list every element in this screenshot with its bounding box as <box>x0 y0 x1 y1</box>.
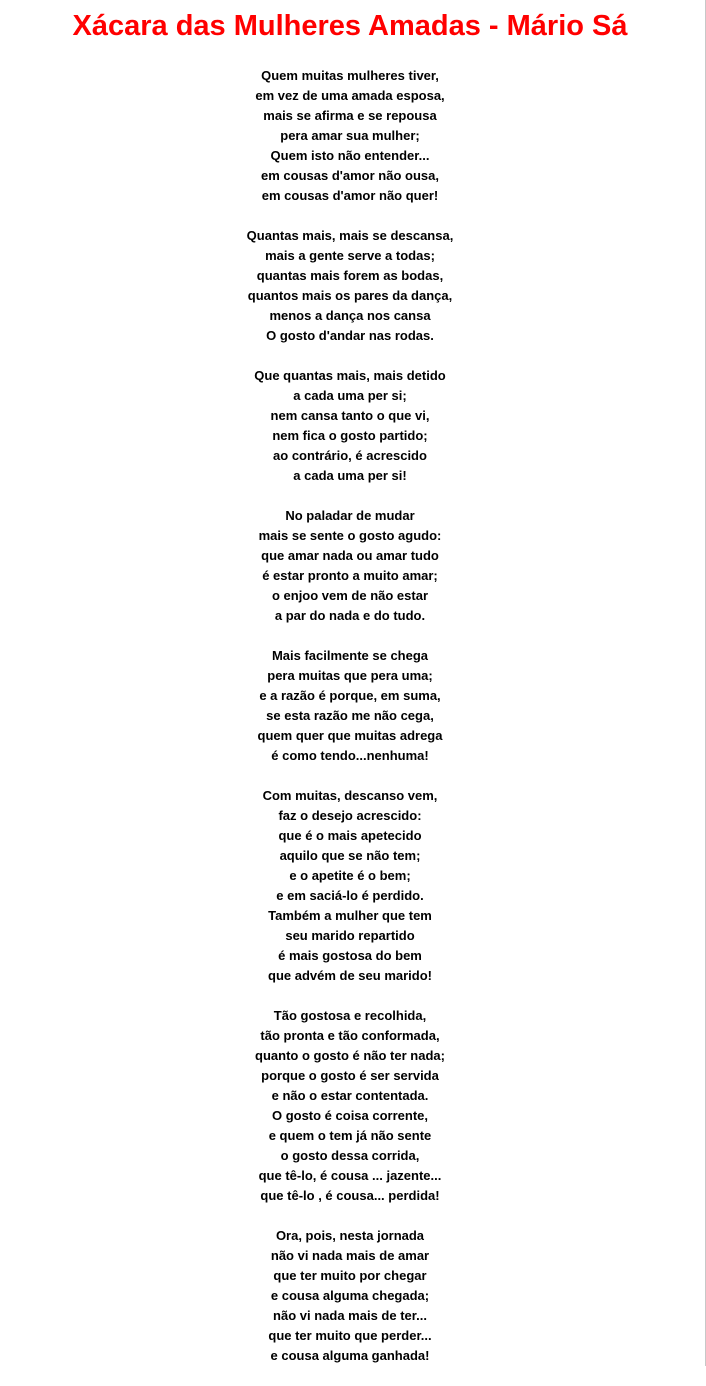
poem-body <box>0 66 700 1386</box>
poem-line: Tão gostosa e recolhida, <box>273 1008 427 1023</box>
poem-line: pera amar sua mulher; <box>280 128 420 143</box>
poem-line: faz o desejo acrescido: <box>278 808 422 823</box>
poem-line: quantas mais forem as bodas, <box>256 268 444 283</box>
poem-title: Xácara das Mulheres Amadas - Mário Sá <box>72 10 628 42</box>
poem-line: quantos mais os pares da dança, <box>247 288 453 303</box>
poem-line: Quem muitas mulheres tiver, <box>261 68 439 83</box>
stanza <box>0 786 700 986</box>
poem-line: e o apetite é o bem; <box>289 868 411 883</box>
poem-line: e a razão é porque, em suma, <box>259 688 441 703</box>
poem-line: que tê-lo, é cousa ... jazente... <box>258 1168 442 1183</box>
poem-line: e não o estar contentada. <box>271 1088 429 1103</box>
poem-line: é mais gostosa do bem <box>278 948 422 963</box>
poem-line: e quem o tem já não sente <box>268 1128 432 1143</box>
poem-line: tão pronta e tão conformada, <box>260 1028 440 1043</box>
poem-line: se esta razão me não cega, <box>266 708 434 723</box>
poem-line: que ter muito que perder... <box>268 1328 432 1343</box>
poem-line: não vi nada mais de amar <box>270 1248 430 1263</box>
poem-line: Quantas mais, mais se descansa, <box>246 228 454 243</box>
poem-line: No paladar de mudar <box>285 508 415 523</box>
poem-line: é estar pronto a muito amar; <box>262 568 438 583</box>
poem-line: e cousa alguma chegada; <box>270 1288 430 1303</box>
poem-line: que advém de seu marido! <box>268 968 432 983</box>
poem-line: a par do nada e do tudo. <box>274 608 426 623</box>
poem-line: que é o mais apetecido <box>278 828 422 843</box>
poem-line: menos a dança nos cansa <box>269 308 431 323</box>
poem-line: Que quantas mais, mais detido <box>254 368 446 383</box>
poem-line: a cada uma per si! <box>293 468 407 483</box>
poem-line: é como tendo...nenhuma! <box>271 748 429 763</box>
poem-line: O gosto d'andar nas rodas. <box>266 328 434 343</box>
stanza <box>0 66 700 206</box>
poem-line: que ter muito por chegar <box>273 1268 427 1283</box>
stanza <box>0 226 700 346</box>
poem-line: Também a mulher que tem <box>268 908 432 923</box>
poem-line: pera muitas que pera uma; <box>267 668 433 683</box>
poem-line: em vez de uma amada esposa, <box>255 88 445 103</box>
poem-line: Com muitas, descanso vem, <box>262 788 438 803</box>
poem-line: quem quer que muitas adrega <box>257 728 443 743</box>
poem-line: e em saciá-lo é perdido. <box>276 888 424 903</box>
poem-line: mais se afirma e se repousa <box>263 108 437 123</box>
poem-line: O gosto é coisa corrente, <box>271 1108 429 1123</box>
poem-line: nem fica o gosto partido; <box>272 428 428 443</box>
poem-line: que tê-lo , é cousa... perdida! <box>260 1188 440 1203</box>
poem-line: porque o gosto é ser servida <box>261 1068 439 1083</box>
poem-line: Ora, pois, nesta jornada <box>275 1228 425 1243</box>
poem-line: Mais facilmente se chega <box>271 648 429 663</box>
stanza <box>0 646 700 766</box>
poem-line: mais se sente o gosto agudo: <box>258 528 442 543</box>
poem-line: em cousas d'amor não quer! <box>261 188 439 203</box>
poem-line: e cousa alguma ganhada! <box>270 1348 430 1363</box>
poem-line: quanto o gosto é não ter nada; <box>255 1048 445 1063</box>
stanza <box>0 1006 700 1206</box>
poem-line: mais a gente serve a todas; <box>265 248 435 263</box>
poem-line: não vi nada mais de ter... <box>273 1308 427 1323</box>
stanza <box>0 1226 700 1366</box>
poem-line: em cousas d'amor não ousa, <box>261 168 439 183</box>
poem-line: aquilo que se não tem; <box>279 848 421 863</box>
poem-line: a cada uma per si; <box>293 388 407 403</box>
poem-line: ao contrário, é acrescido <box>273 448 427 463</box>
poem-line: o gosto dessa corrida, <box>280 1148 420 1163</box>
stanza <box>0 366 700 486</box>
stanza <box>0 506 700 626</box>
poem-line: Quem isto não entender... <box>270 148 430 163</box>
poem-line: que amar nada ou amar tudo <box>261 548 439 563</box>
poem-line: nem cansa tanto o que vi, <box>270 408 430 423</box>
poem-line: o enjoo vem de não estar <box>271 588 429 603</box>
poem-line: seu marido repartido <box>285 928 415 943</box>
